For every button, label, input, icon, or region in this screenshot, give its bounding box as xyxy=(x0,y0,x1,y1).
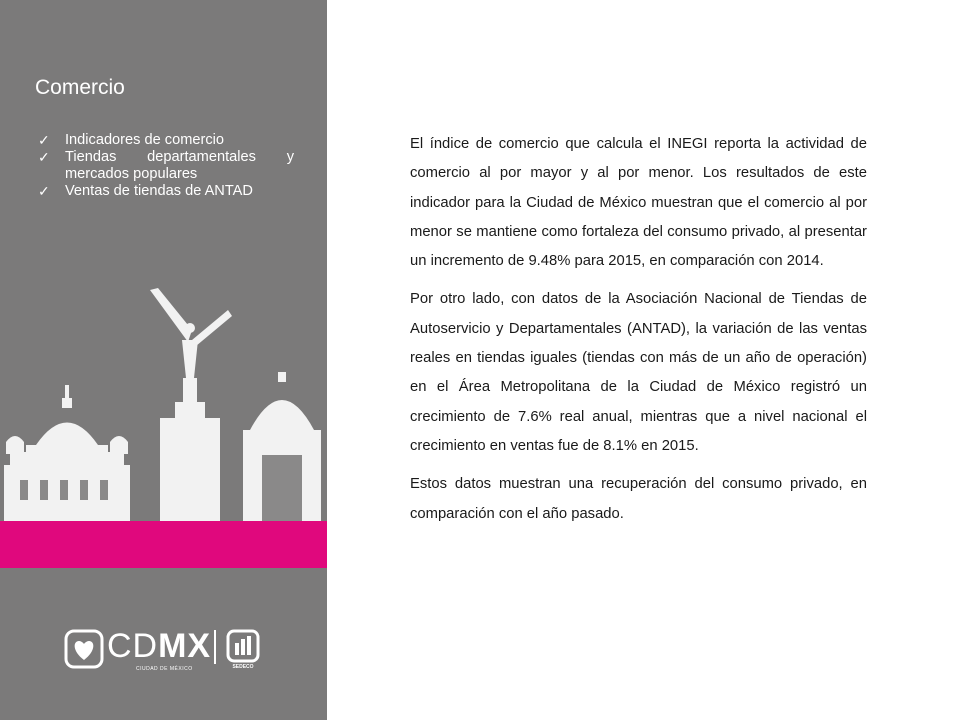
mexico-city-skyline-icon xyxy=(0,280,327,540)
topic-label: Tiendas departamentales y mercados populares xyxy=(65,149,294,182)
checkmark-icon: ✓ xyxy=(38,183,50,199)
sedeco-seal-icon xyxy=(226,629,260,669)
cdmx-heart-emblem-icon xyxy=(64,629,104,669)
paragraph-conclusion: Estos datos muestran una recuperación del consumo privado, en comparación con el año pasado. xyxy=(410,476,867,522)
topic-item-antad xyxy=(38,183,294,200)
body-text xyxy=(410,130,867,538)
logo-divider xyxy=(214,630,216,664)
cdmx-logo xyxy=(60,626,270,678)
topic-item-indicadores xyxy=(38,132,294,149)
sidebar-panel xyxy=(0,0,327,720)
section-title: Comercio xyxy=(35,76,125,99)
checkmark-icon: ✓ xyxy=(38,149,50,165)
accent-band xyxy=(0,521,327,568)
paragraph-antad: Por otro lado, con datos de la Asociación Nacional de Tiendas de Autoservicio y Departamentales (ANTAD), la variación de las ventas reales en tiendas iguales (tiendas con más de un año de operación) en el Área Metropolitana de la Ciudad de México registró un crecimiento de 7.6% real anual, mientras que a nivel nacional el crecimiento en ventas fue de 8.1% en 2015. xyxy=(410,291,867,454)
topic-list xyxy=(38,132,294,200)
topic-label: Ventas de tiendas de ANTAD xyxy=(65,183,253,199)
paragraph-inegi: El índice de comercio que calcula el INEGI reporta la actividad de comercio al por mayor y al por menor. Los resultados de este indicador para la Ciudad de México muestran que el comercio al por menor se mantiene como fortaleza del consumo privado, al presentar un incremento de 9.48% para 2015, en comparación con 2014. xyxy=(410,136,867,270)
topic-item-tiendas xyxy=(38,149,294,183)
topic-label: Indicadores de comercio xyxy=(65,132,224,148)
checkmark-icon: ✓ xyxy=(38,132,50,148)
svg-text:SEDECO: SEDECO xyxy=(232,664,254,669)
cdmx-wordmark: CDMX xyxy=(107,627,212,665)
cdmx-subtitle: CIUDAD DE MÉXICO xyxy=(136,666,193,672)
